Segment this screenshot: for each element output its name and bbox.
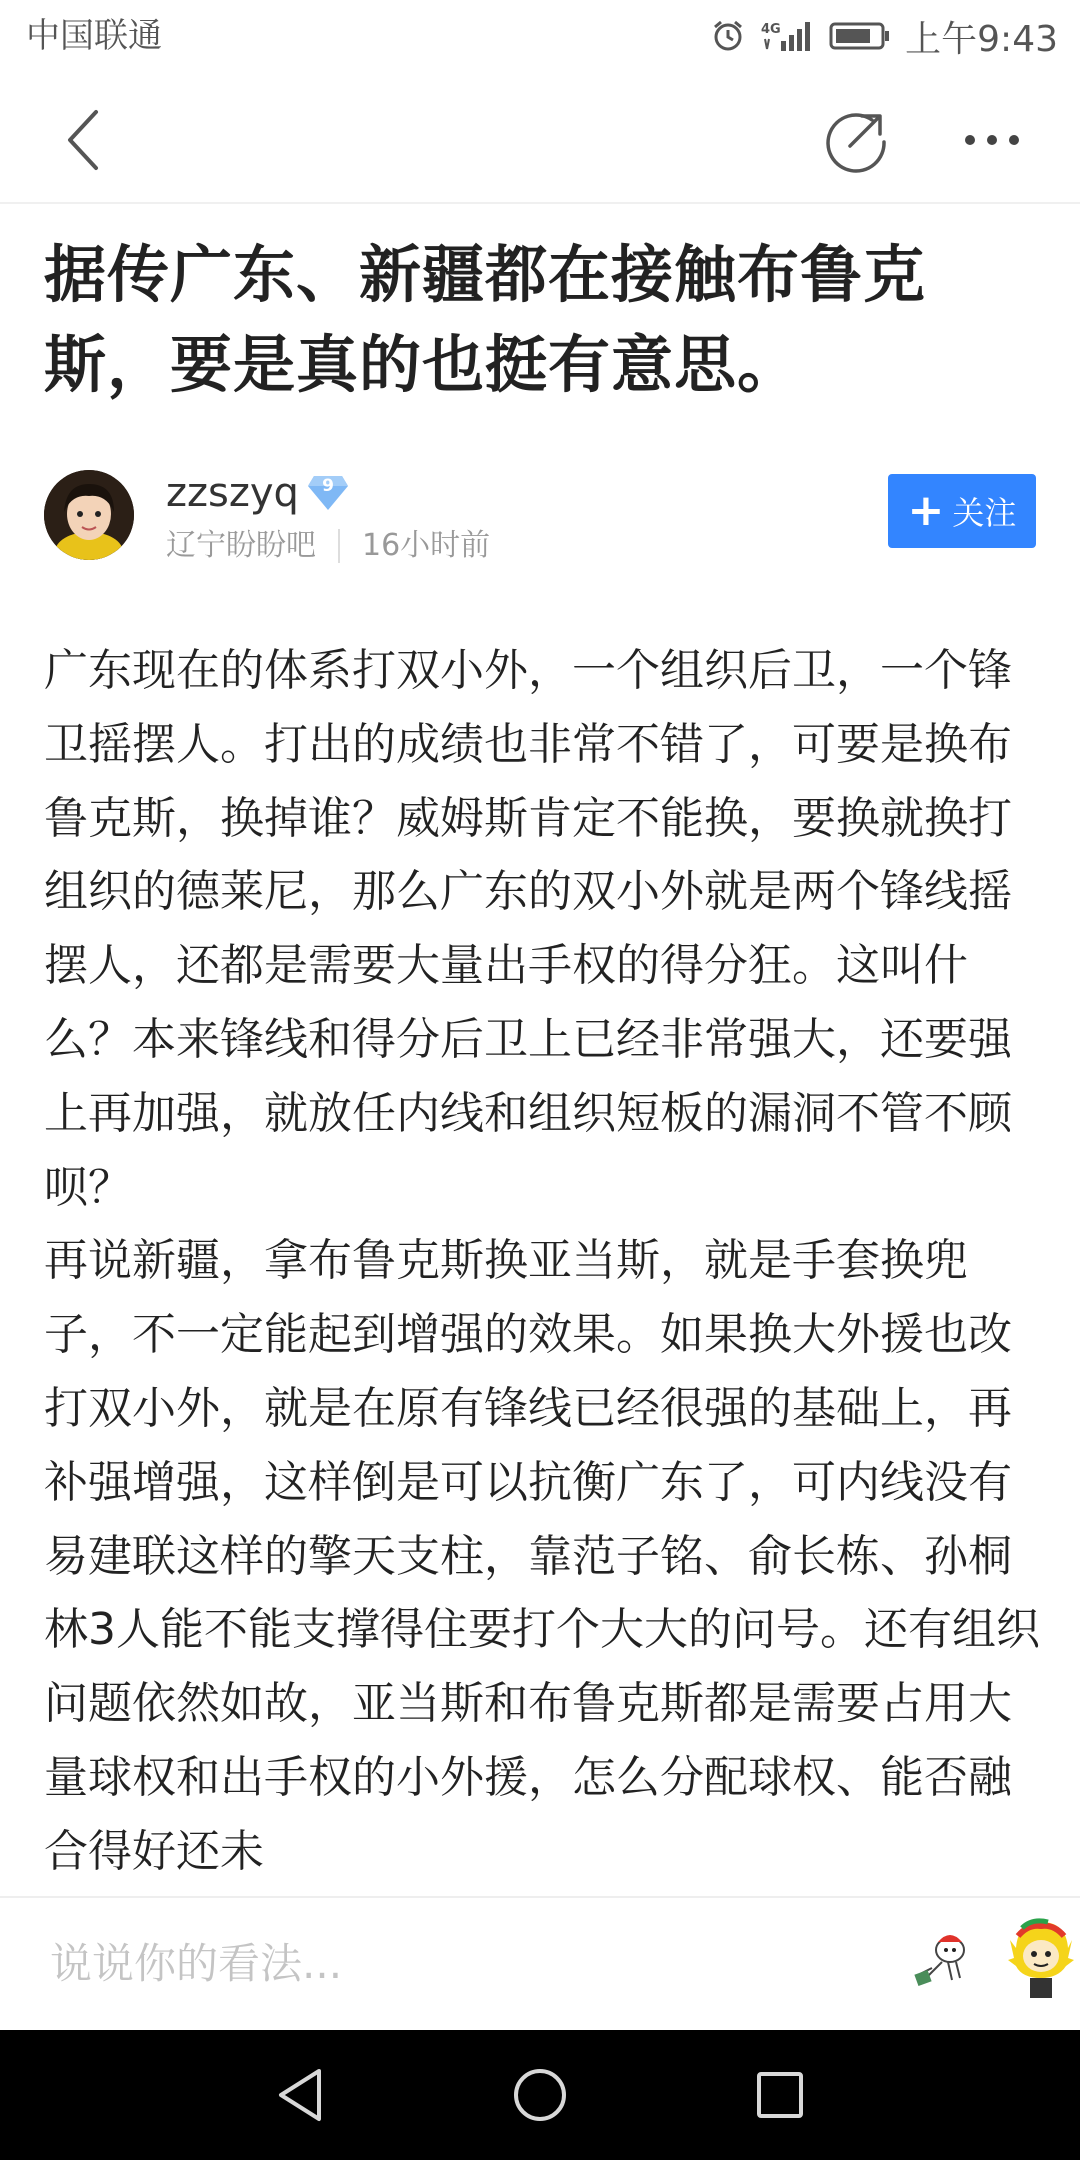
level-number: 9 — [322, 476, 334, 496]
more-options-button[interactable] — [948, 96, 1036, 184]
top-nav-bar — [0, 72, 1080, 204]
system-back-button[interactable] — [266, 2061, 334, 2129]
status-bar — [0, 0, 1080, 72]
comment-input[interactable]: 说说你的看法... — [50, 1939, 343, 1988]
carrier-name: 中国联通 — [26, 16, 162, 56]
comment-bar — [0, 1896, 1080, 2032]
chevron-left-icon — [60, 108, 108, 172]
meta-divider — [338, 529, 340, 563]
signal-icon — [759, 19, 815, 53]
battery-icon — [829, 21, 891, 51]
share-button[interactable] — [812, 96, 900, 184]
emoji-icon[interactable] — [1008, 1918, 1074, 2004]
level-badge — [306, 472, 350, 512]
sticker-icon[interactable] — [912, 1928, 974, 1994]
plus-icon: + — [907, 485, 945, 536]
author-row — [44, 468, 1036, 564]
post-title: 据传广东、新疆都在接触布鲁克斯，要是真的也挺有意思。 — [44, 238, 927, 401]
more-dots-icon — [962, 132, 1022, 148]
system-home-button[interactable] — [506, 2061, 574, 2129]
square-recent-icon — [755, 2070, 805, 2120]
post-time: 16小时前 — [362, 528, 491, 563]
system-recent-button[interactable] — [746, 2061, 814, 2129]
back-button[interactable] — [40, 96, 128, 184]
circle-home-icon — [512, 2067, 568, 2123]
post-body: 广东现在的体系打双小外，一个组织后卫，一个锋卫摇摆人。打出的成绩也非常不错了，可要是换布鲁克斯，换掉谁？威姆斯肯定不能换，要换就换打组织的德莱尼，那么广东的双小外就是两个锋线摇摆人，还都是需要大量出手权的得分狂。这叫什么？本来锋线和得分后卫上已经非常强大，还要强上再加强，就放任内线和组织短板的漏洞不管不顾呗？ 再说新疆，拿布鲁克斯换亚当斯，就是手套换兜子，不一定能起到增强的效果。如果换大外援也改打双小外，就是在原有锋线已经很强的基础上，再补强增强，这样倒是可以抗衡广东了，可内线没有易建联这样的擎天支柱，靠范子铭、俞长栋、孙桐林3人能不能支撑得住要打个大大的问号。还有组织问题依然如故，亚当斯和布鲁克斯都是需要占用大量球权和出手权的小外援，怎么分配球权、能否融合得好还未 — [44, 645, 1040, 1877]
follow-label: 关注 — [952, 494, 1017, 532]
status-time: 上午9:43 — [905, 18, 1058, 60]
system-nav-bar — [0, 2030, 1080, 2160]
author-name[interactable]: zzszyq — [166, 470, 299, 516]
share-icon — [822, 106, 890, 174]
alarm-icon — [711, 19, 745, 53]
avatar[interactable] — [44, 470, 134, 560]
forum-name[interactable]: 辽宁盼盼吧 — [166, 528, 316, 563]
status-icons — [711, 12, 1058, 60]
triangle-back-icon — [275, 2067, 325, 2123]
network-type: 4G — [761, 22, 781, 37]
follow-button[interactable] — [888, 474, 1036, 548]
author-meta — [166, 526, 490, 566]
